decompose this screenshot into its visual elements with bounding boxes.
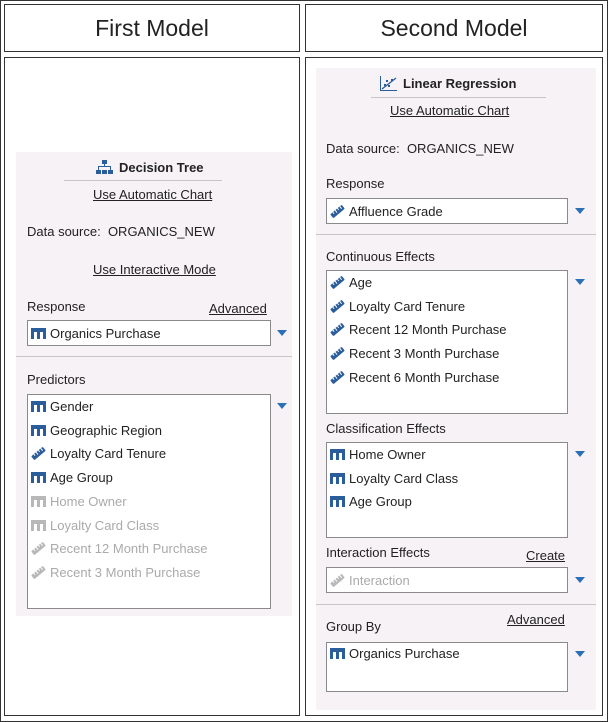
list-item[interactable] <box>330 275 372 290</box>
response-value: Organics Purchase <box>50 325 161 341</box>
measure-icon <box>31 566 46 579</box>
title-divider <box>64 180 222 181</box>
response-label: Response <box>326 176 385 191</box>
list-item[interactable] <box>330 346 499 361</box>
decision-tree-icon <box>96 160 113 175</box>
response-field[interactable] <box>326 198 568 224</box>
measure-icon <box>330 323 345 336</box>
list-item-label: Organics Purchase <box>349 646 460 661</box>
measure-icon <box>330 276 345 289</box>
measure-icon <box>330 371 345 384</box>
continuous-effects-label: Continuous Effects <box>326 249 435 264</box>
measure-icon <box>31 447 46 460</box>
list-item[interactable] <box>31 446 166 461</box>
list-item-label: Age <box>349 275 373 290</box>
section-divider <box>16 356 292 357</box>
list-item-label: Recent 12 Month Purchase <box>349 322 507 338</box>
title-divider <box>371 97 546 98</box>
list-item-label: Home Owner <box>349 447 426 462</box>
list-item-label: Geographic Region <box>50 422 163 438</box>
list-item[interactable] <box>330 322 507 337</box>
data-source-row <box>326 141 514 156</box>
predictors-dropdown-arrow-icon[interactable] <box>277 403 287 409</box>
linear-regression-icon <box>380 76 397 91</box>
category-icon <box>31 400 46 413</box>
classification-dropdown-arrow-icon[interactable] <box>575 451 585 457</box>
section-divider <box>316 234 596 235</box>
interaction-effects-label: Interaction Effects <box>326 545 430 560</box>
category-icon <box>31 327 46 340</box>
list-item[interactable] <box>330 471 458 486</box>
interaction-field[interactable] <box>326 567 568 593</box>
decision-tree-title: Decision Tree <box>119 160 204 175</box>
data-source-row <box>27 224 215 239</box>
list-item-label: Age Group <box>349 494 412 510</box>
list-item-label: Recent 12 Month Purchase <box>50 541 208 557</box>
list-item[interactable] <box>31 399 93 414</box>
first-model-title: First Model <box>95 14 209 41</box>
response-dropdown-arrow-icon[interactable] <box>575 208 585 214</box>
decision-tree-header <box>96 160 204 175</box>
list-item-label: Home Owner <box>50 493 127 509</box>
list-item-label: Loyalty Card Tenure <box>50 446 167 462</box>
response-value: Affluence Grade <box>349 203 443 219</box>
response-dropdown-arrow-icon[interactable] <box>277 330 287 336</box>
list-item[interactable] <box>31 518 159 533</box>
list-item-label: Gender <box>50 399 94 414</box>
group-by-list[interactable] <box>326 642 568 692</box>
list-item[interactable] <box>330 370 499 385</box>
use-automatic-chart-link[interactable]: Use Automatic Chart <box>390 103 510 118</box>
list-item-label: Recent 3 Month Purchase <box>50 564 201 580</box>
classification-effects-label: Classification Effects <box>326 421 446 436</box>
list-item-label: Loyalty Card Class <box>349 470 459 486</box>
second-model-header <box>305 4 603 52</box>
use-automatic-chart-link[interactable]: Use Automatic Chart <box>93 187 213 202</box>
use-interactive-mode-link[interactable]: Use Interactive Mode <box>93 262 216 277</box>
section-divider <box>316 604 596 605</box>
list-item-label: Age Group <box>50 470 113 486</box>
create-link[interactable]: Create <box>526 548 566 563</box>
interaction-placeholder: Interaction <box>349 572 410 588</box>
list-item[interactable] <box>31 565 200 580</box>
response-field[interactable] <box>27 320 271 346</box>
group-by-label: Group By <box>326 619 381 634</box>
response-label: Response <box>27 299 86 314</box>
classification-effects-list[interactable] <box>326 442 568 538</box>
data-source-value: ORGANICS_NEW <box>107 224 215 239</box>
group-by-dropdown-arrow-icon[interactable] <box>575 651 585 657</box>
list-item[interactable] <box>31 470 113 485</box>
measure-icon <box>330 347 345 360</box>
measure-icon <box>330 300 345 313</box>
measure-icon <box>330 205 345 218</box>
interaction-dropdown-arrow-icon[interactable] <box>575 577 585 583</box>
category-icon <box>31 519 46 532</box>
continuous-effects-list[interactable] <box>326 270 568 414</box>
list-item[interactable] <box>31 541 208 556</box>
list-item[interactable] <box>330 646 460 661</box>
category-icon <box>330 472 345 485</box>
category-icon <box>330 495 345 508</box>
continuous-dropdown-arrow-icon[interactable] <box>575 279 585 285</box>
decision-tree-panel <box>16 152 292 616</box>
category-icon <box>31 471 46 484</box>
list-item[interactable] <box>330 299 465 314</box>
linear-regression-header <box>380 76 516 91</box>
measure-icon <box>31 542 46 555</box>
linear-regression-panel <box>316 68 596 710</box>
category-icon <box>31 424 46 437</box>
advanced-link[interactable]: Advanced <box>209 301 267 316</box>
list-item[interactable] <box>31 494 127 509</box>
interaction-icon <box>330 574 345 587</box>
first-model-header <box>4 4 300 52</box>
advanced-link[interactable]: Advanced <box>507 612 565 627</box>
first-model-column <box>4 57 300 716</box>
category-icon <box>31 495 46 508</box>
list-item[interactable] <box>31 423 162 438</box>
category-icon <box>330 448 345 461</box>
list-item[interactable] <box>330 494 412 509</box>
list-item[interactable] <box>330 447 426 462</box>
second-model-title: Second Model <box>380 14 528 41</box>
list-item-label: Loyalty Card Class <box>50 517 160 533</box>
data-source-label: Data source: <box>27 224 101 239</box>
data-source-value: ORGANICS_NEW <box>406 141 514 156</box>
predictors-list[interactable] <box>27 394 271 609</box>
category-icon <box>330 647 345 660</box>
list-item-label: Recent 3 Month Purchase <box>349 346 500 362</box>
data-source-label: Data source: <box>326 141 400 156</box>
list-item-label: Recent 6 Month Purchase <box>349 369 500 385</box>
second-model-column <box>305 57 603 716</box>
linear-regression-title: Linear Regression <box>403 76 517 91</box>
predictors-label: Predictors <box>27 372 86 387</box>
list-item-label: Loyalty Card Tenure <box>349 298 466 314</box>
